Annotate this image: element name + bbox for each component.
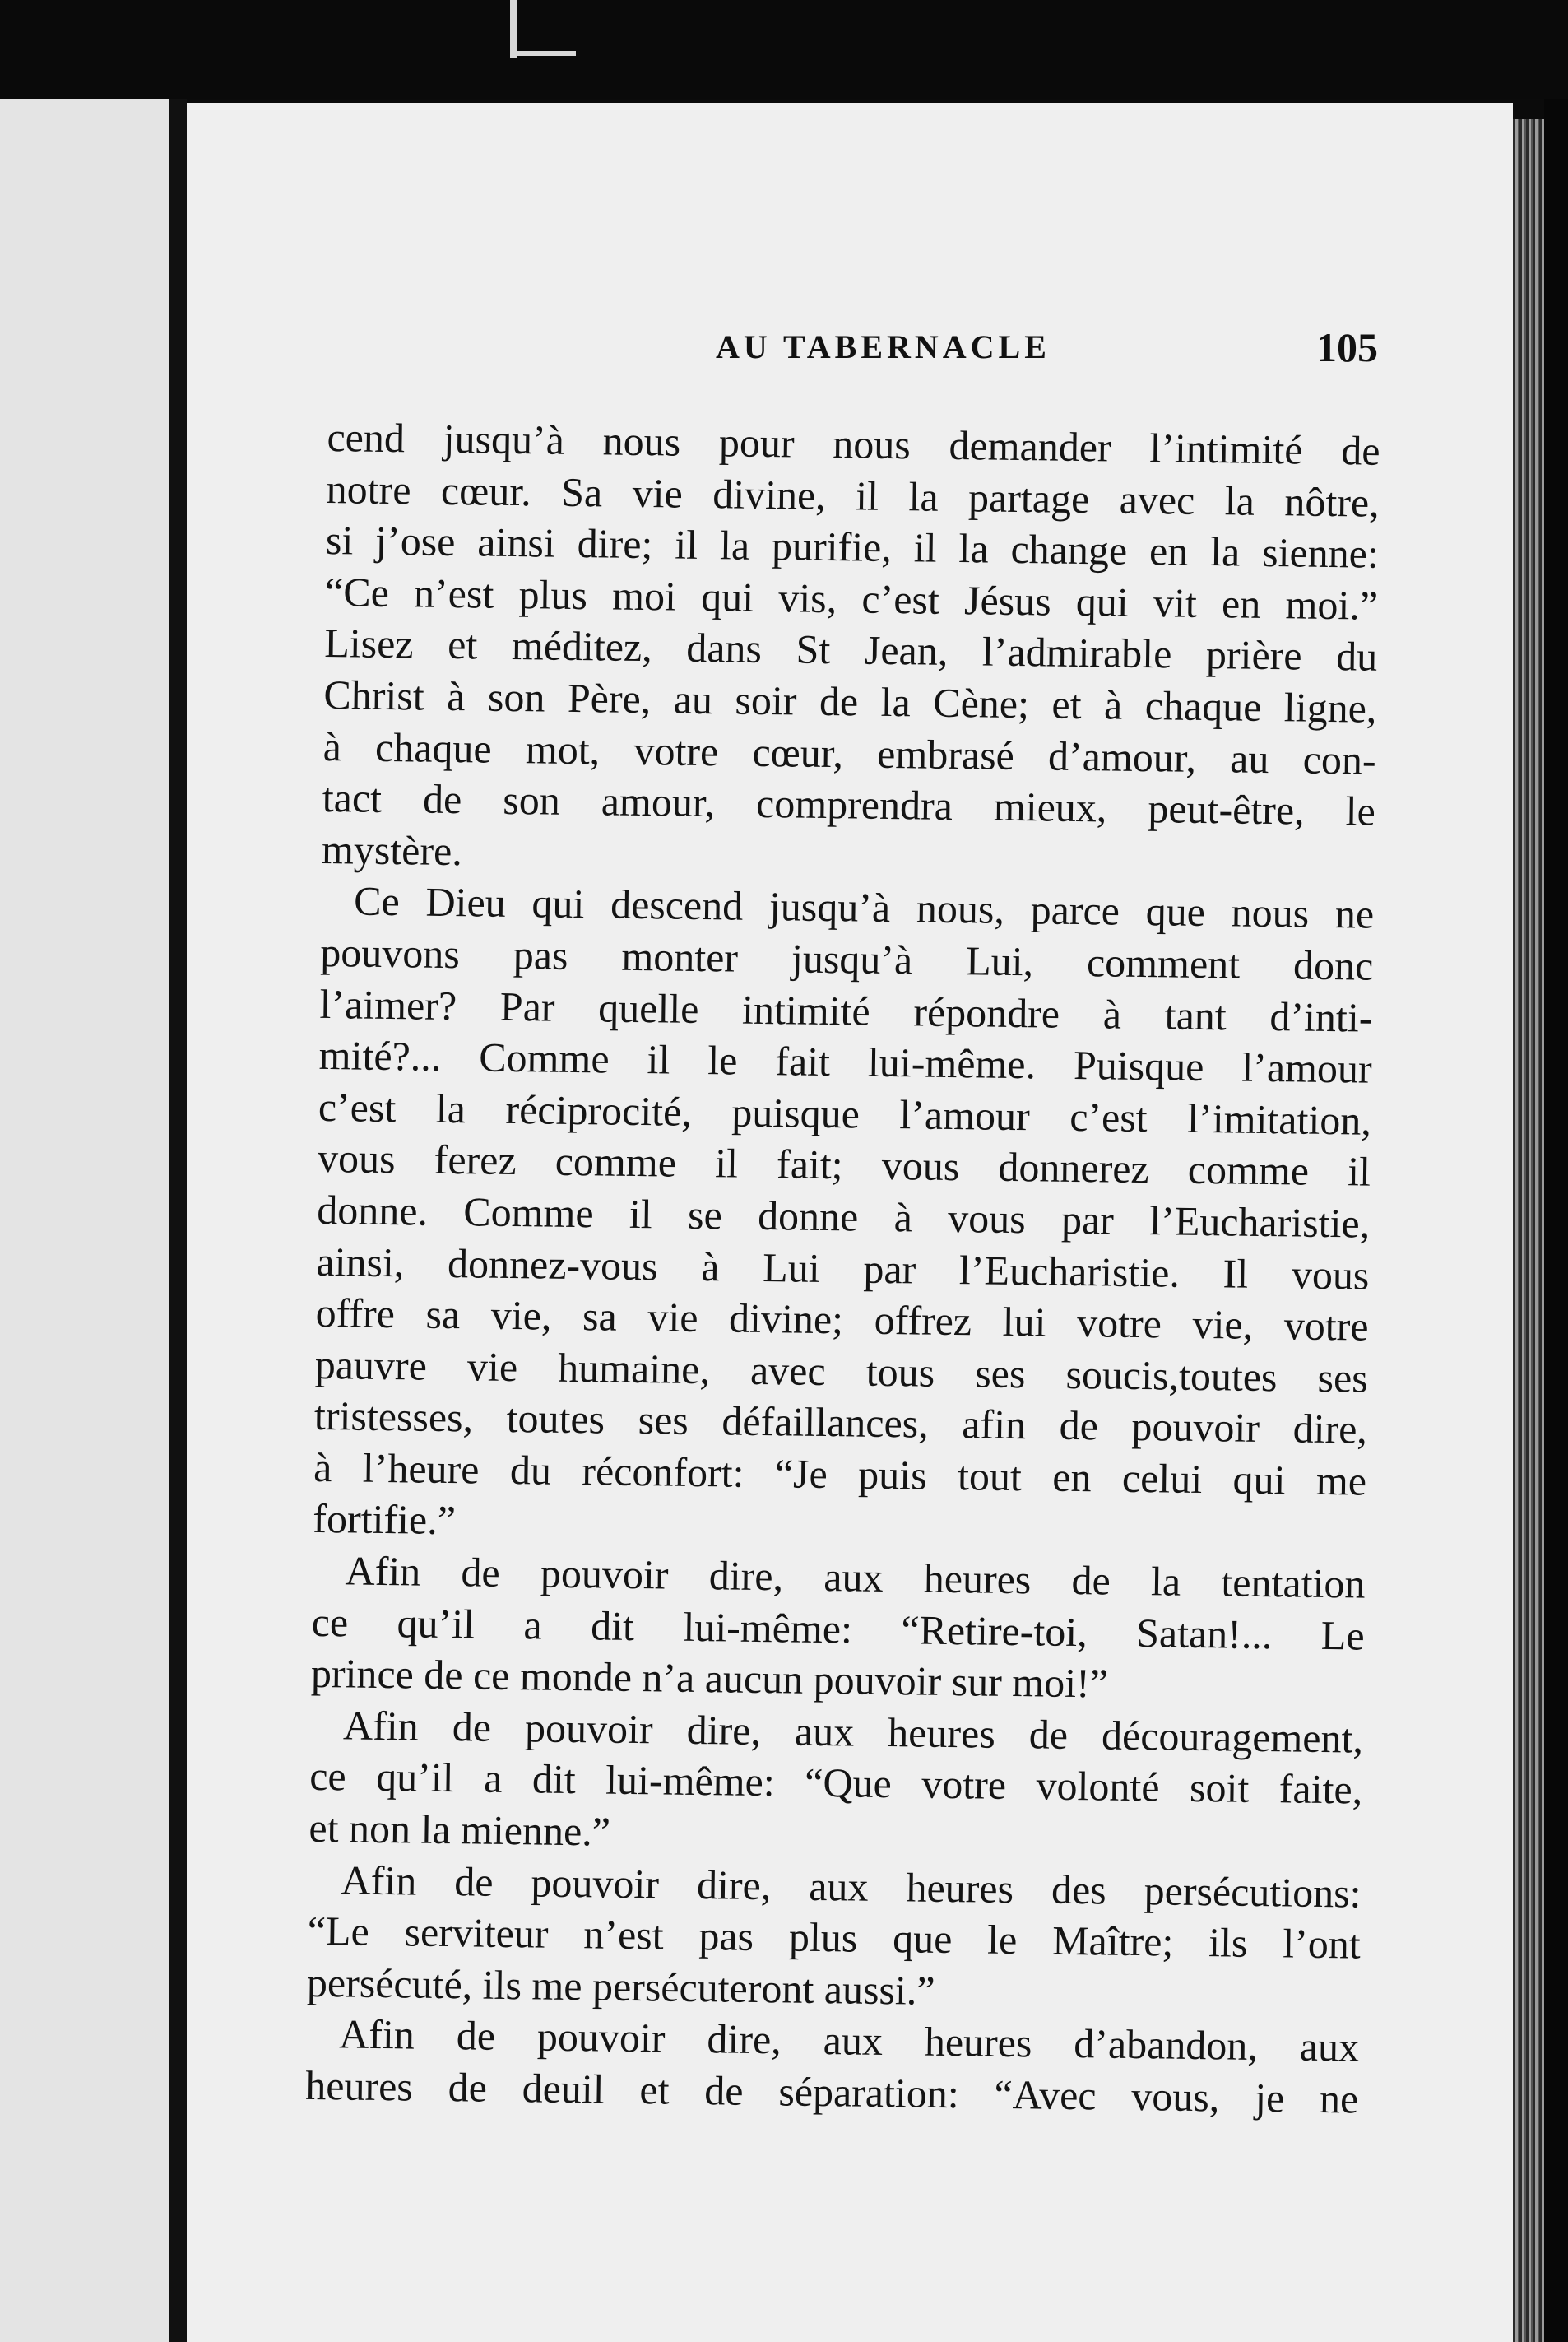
text-line: donne. Comme il se donne à vous par l’Eucharistie, — [316, 1186, 1371, 1247]
text-line: Afin de pouvoir dire, aux heures de la tentation — [345, 1547, 1366, 1607]
text-line: fortifie.” — [313, 1495, 457, 1544]
text-line: mité?... Comme il le fait lui-même. Puisque l’amour — [318, 1032, 1373, 1092]
scan-background-top — [0, 0, 1568, 99]
text-line: Afin de pouvoir dire, aux heures de découragement, — [342, 1702, 1364, 1762]
text-line: tristesses, toutes ses défaillances, afin de pouvoir dire, — [313, 1392, 1368, 1452]
text-line: ce qu’il a dit lui-même: “Retire-toi, Satan!... Le — [311, 1598, 1366, 1659]
scan-fold-mark — [510, 0, 517, 58]
text-line: “Le serviteur n’est pas plus que le Maître; ils l’ont — [307, 1908, 1362, 1968]
text-line: persécuté, ils me persécuteront aussi.” — [306, 1959, 935, 2014]
text-line: pouvons pas monter jusqu’à Lui, comment donc — [320, 928, 1374, 989]
text-line: mystère. — [321, 825, 463, 874]
facing-page-edge — [0, 99, 169, 2342]
text-line: c’est la réciprocité, puisque l’amour c’est l’imitation, — [318, 1083, 1372, 1144]
text-line: heures de deuil et de séparation: “Avec vous, je ne — [305, 2061, 1359, 2122]
text-line: prince de ce monde n’a aucun pouvoir sur moi!” — [310, 1650, 1109, 1707]
running-title: AU TABERNACLE — [716, 328, 1051, 365]
text-line: l’aimer? Par quelle intimité répondre à tant d’inti- — [319, 980, 1373, 1041]
page-stack-edge — [1513, 119, 1544, 2342]
text-line: vous ferez comme il fait; vous donnerez comme il — [317, 1135, 1371, 1195]
text-line: si j’ose ainsi dire; il la purifie, il la change en la sienne: — [325, 517, 1380, 577]
text-line: et non la mienne.” — [308, 1804, 611, 1855]
page-number: 105 — [1316, 324, 1378, 370]
body-text — [305, 411, 1380, 2125]
text-line: à chaque mot, votre cœur, embrasé d’amour, au con- — [322, 723, 1376, 783]
text-line: ce qu’il a dit lui-même: “Que votre volonté soit faite, — [308, 1753, 1363, 1814]
page-header — [197, 221, 1378, 370]
text-line: Lisez et méditez, dans St Jean, l’admirable prière du — [323, 620, 1378, 681]
text-line: ainsi, donnez-vous à Lui par l’Eucharistie. Il vous — [316, 1238, 1370, 1299]
text-line: à l’heure du réconfort: “Je puis tout en celui qui me — [313, 1443, 1367, 1504]
text-line: Ce Dieu qui descend jusqu’à nous, parce que nous ne — [353, 877, 1375, 938]
text-line: tact de son amour, comprendra mieux, peut-être, le — [322, 774, 1376, 834]
text-line: pauvre vie humaine, avec tous ses soucis,toutes ses — [314, 1341, 1369, 1401]
scan-background-right — [1544, 99, 1568, 2342]
text-line: notre cœur. Sa vie divine, il la partage avec la nôtre, — [326, 465, 1380, 526]
text-line: “Ce n’est plus moi qui vis, c’est Jésus qui vit en moi.” — [324, 568, 1379, 629]
book-spine-gutter — [169, 99, 187, 2342]
text-line: Christ à son Père, au soir de la Cène; et à chaque ligne, — [323, 671, 1377, 732]
text-line: cend jusqu’à nous pour nous demander l’intimité de — [327, 413, 1380, 474]
text-line: Afin de pouvoir dire, aux heures des persécutions: — [341, 1856, 1362, 1917]
text-line: Afin de pouvoir dire, aux heures d’abandon, aux — [338, 2010, 1360, 2070]
scan-fold-mark-foot — [510, 51, 576, 56]
text-line: offre sa vie, sa vie divine; offrez lui votre vie, votre — [315, 1289, 1369, 1350]
